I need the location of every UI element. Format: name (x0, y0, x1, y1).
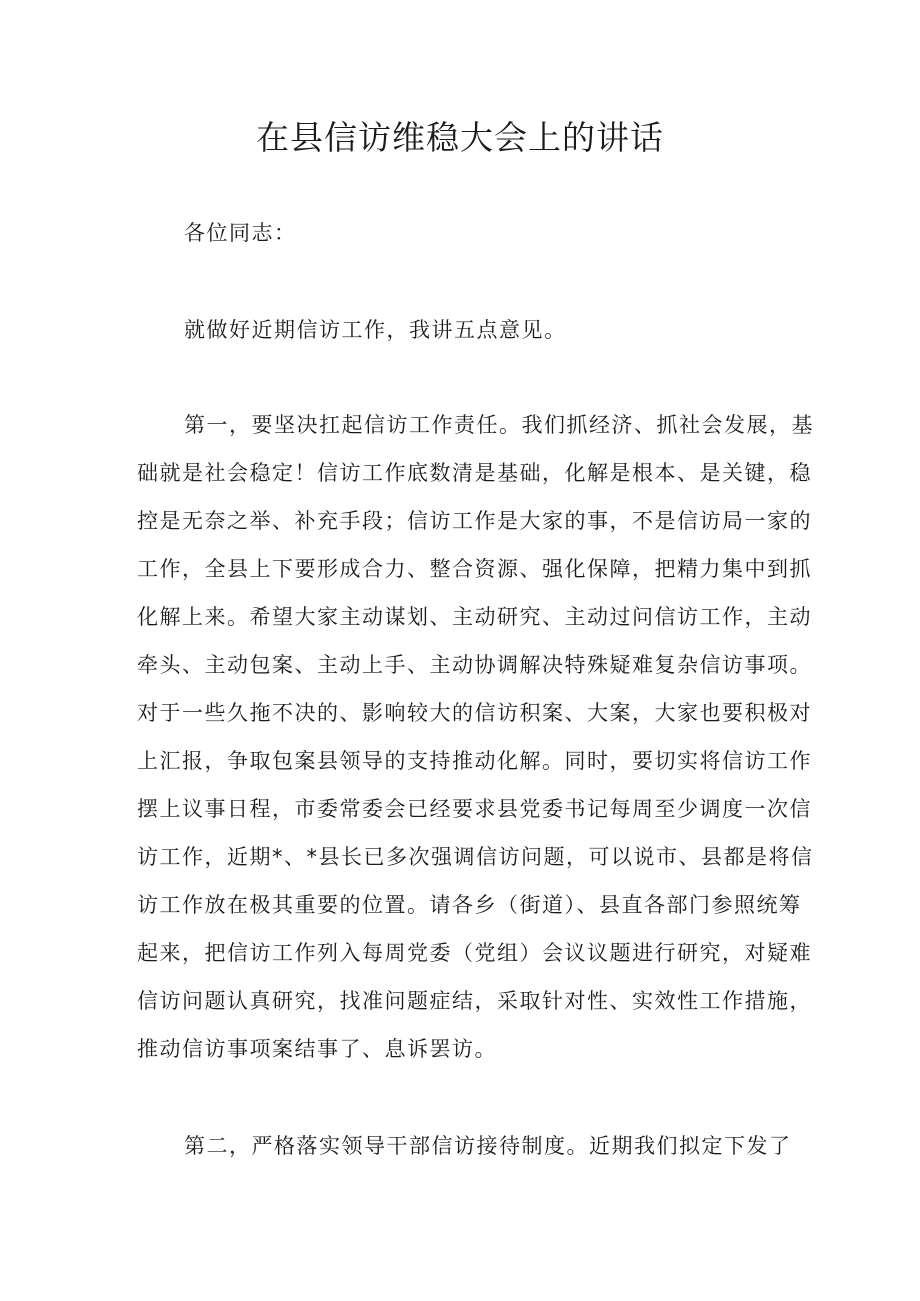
paragraph-line: 起来，把信访工作列入每周党委（党组）会议议题进行研究，对疑难 (137, 941, 812, 965)
salutation-text: 各位同志： (184, 221, 297, 245)
paragraph-line: 信访问题认真研究，找准问题症结，采取针对性、实效性工作措施， (137, 989, 812, 1013)
paragraph-line: 础就是社会稳定！信访工作底数清是基础，化解是根本、是关键，稳 (137, 461, 812, 485)
salutation (137, 209, 787, 257)
paragraph-line: 推动信访事项案结事了、息诉罢访。 (137, 1037, 497, 1061)
intro-paragraph (137, 306, 787, 354)
paragraph-first-point (137, 401, 814, 1073)
paragraph-line: 摆上议事日程，市委常委会已经要求县党委书记每周至少调度一次信 (137, 797, 812, 821)
paragraph-line: 对于一些久拖不决的、影响较大的信访积案、大案，大家也要积极对 (137, 701, 812, 725)
paragraph-line: 第一，要坚决扛起信访工作责任。我们抓经济、抓社会发展，基 (184, 413, 814, 437)
document-title: 在县信访维稳大会上的讲话 (256, 118, 664, 157)
paragraph-line: 牵头、主动包案、主动上手、主动协调解决特殊疑难复杂信访事项。 (137, 653, 812, 677)
paragraph-line: 访工作放在极其重要的位置。请各乡（街道）、县直各部门参照统筹 (137, 893, 802, 917)
paragraph-line: 化解上来。希望大家主动谋划、主动研究、主动过问信访工作，主动 (137, 605, 812, 629)
intro-text: 就做好近期信访工作，我讲五点意见。 (184, 318, 567, 342)
paragraph-line: 上汇报，争取包案县领导的支持推动化解。同时，要切实将信访工作 (137, 749, 812, 773)
paragraph-second-point (137, 1122, 792, 1170)
paragraph-line: 访工作，近期*、*县长已多次强调信访问题，可以说市、县都是将信 (137, 845, 814, 869)
paragraph-line: 工作，全县上下要形成合力、整合资源、强化保障，把精力集中到抓 (137, 557, 812, 581)
paragraph-line: 第二，严格落实领导干部信访接待制度。近期我们拟定下发了 (184, 1134, 792, 1158)
paragraph-line: 控是无奈之举、补充手段；信访工作是大家的事，不是信访局一家的 (137, 509, 812, 533)
